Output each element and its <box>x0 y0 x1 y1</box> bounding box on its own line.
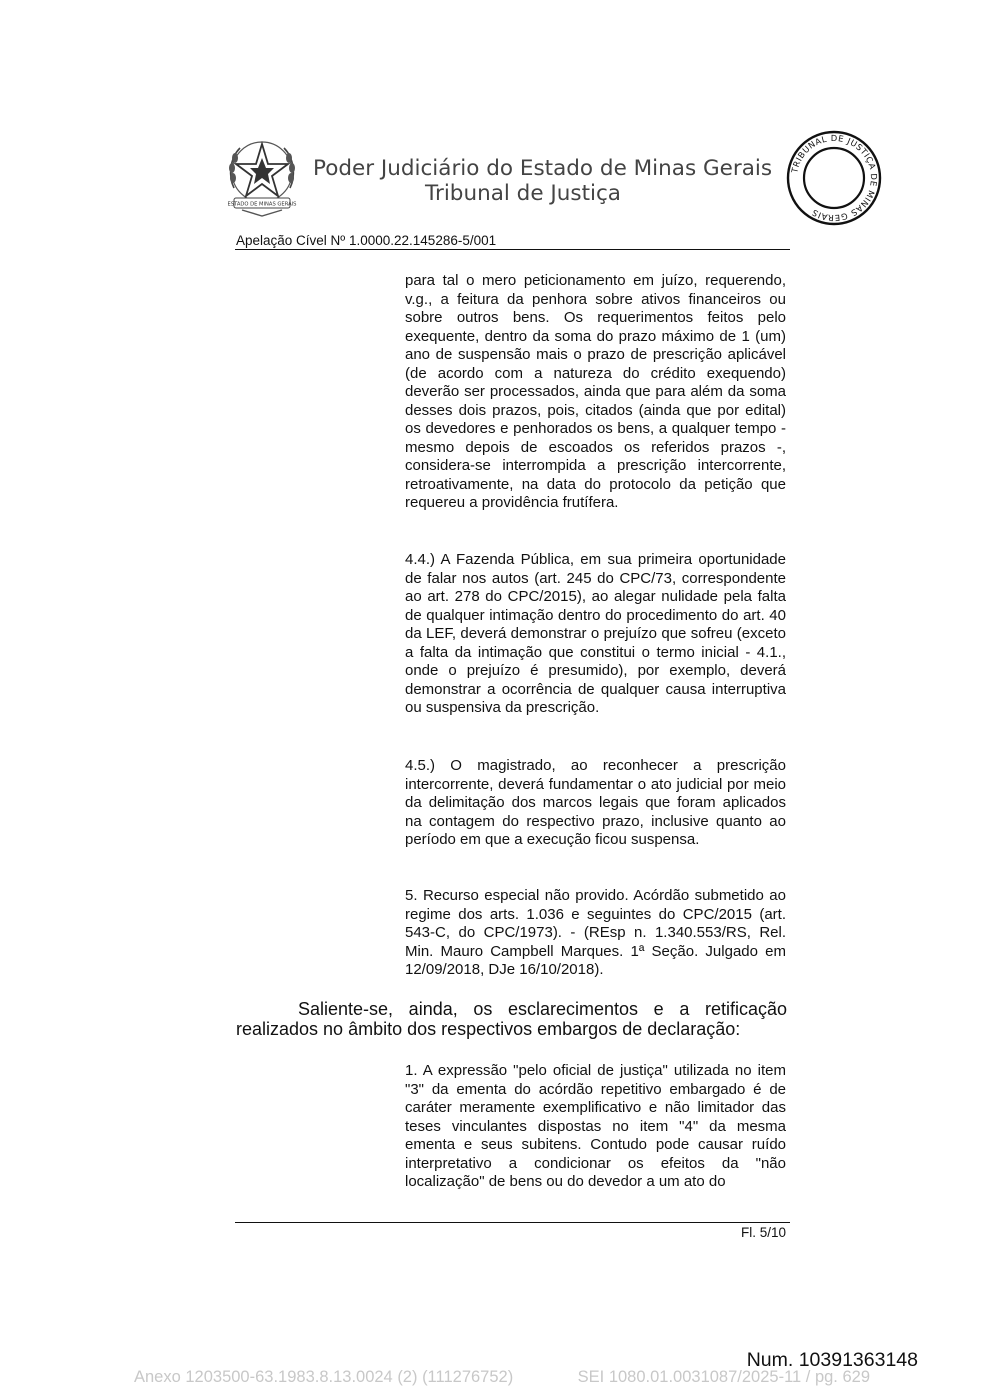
coat-of-arms-icon <box>224 138 300 218</box>
svg-text:TRIBUNAL DE JUSTIÇA DE MINAS G: TRIBUNAL DE JUSTIÇA DE MINAS GERAIS <box>789 132 880 224</box>
body-paragraph: Saliente-se, ainda, os esclarecimentos e a retificação realizados no âmbito dos respectivos embargos de declaração: <box>236 999 787 1039</box>
svg-text:ESTADO DE MINAS GERAIS: ESTADO DE MINAS GERAIS <box>227 201 297 208</box>
citation-block-2: 4.4.) A Fazenda Pública, em sua primeira oportunidade de falar nos autos (art. 245 do CPC/73, correspondente ao art. 278 do CPC/2015), ao alegar nulidade pela falta de qualquer intimação dentro do procedimento do art. 40 da LEF, deverá demonstrar o prejuízo que sofreu (exceto a falta da intimação que constitui o termo inicial - 4.1., onde o prejuízo é presumido), por exemplo, deverá demonstrar a ocorrência de qualquer causa interruptiva ou suspensiva da prescrição. <box>405 551 786 716</box>
header-divider <box>235 249 790 250</box>
citation-block-4: 5. Recurso especial não provido. Acórdão submetido ao regime dos arts. 1.036 e seguintes do CPC/2015 (art. 543-C, do CPC/1973). - (REsp n. 1.340.553/RS, Rel. Min. Mauro Campbell Marques. 1ª Seção. Julgado em 12/09/2018, DJe 16/10/2018). <box>405 887 786 978</box>
citation-block-1: para tal o mero peticionamento em juízo, requerendo, v.g., a feitura da penhora sobre ativos financeiros ou sobre outros bens. Os requerimentos feitos pelo exequente, dentro da soma do prazo máximo de 1 (um) ano de suspensão mais o prazo de prescrição aplicável (de acordo com a natureza do crédito exequendo) deverão ser processados, ainda que para além da soma desses dois prazos, pois, citados (ainda que por edital) os devedores e penhorados os bens, a qualquer tempo - mesmo depois de escoados os referidos prazos -, considera-se interrompida a prescrição intercorrente, retroativamente, na data do protocolo da petição que requereu a providência frutífera. <box>405 272 786 511</box>
case-number: Apelação Cível Nº 1.0000.22.145286-5/001 <box>236 233 497 248</box>
court-name <box>313 156 773 207</box>
annex-stamp <box>134 1368 870 1387</box>
page-folio: Fl. 5/10 <box>740 1225 786 1240</box>
citation-block-5: 1. A expressão "pelo oficial de justiça" utilizada no item "3" da ementa do acórdão repetitivo embargado é de caráter meramente exemplificativo e não limitador das teses vinculantes dispostas no item "4" da mesma ementa e seus subitens. Contudo pode causar ruído interpretativo a condicionar os efeitos da "não localização" de bens ou do devedor a um ato do <box>405 1062 786 1190</box>
citation-block-3: 4.5.) O magistrado, ao reconhecer a prescrição intercorrente, deverá fundamentar o ato judicial por meio da delimitação dos marcos legais que foram aplicados na contagem do respectivo prazo, inclusive quanto ao período em que a execução ficou suspensa. <box>405 757 786 848</box>
court-name-line2: Tribunal de Justiça <box>425 181 621 207</box>
court-name-line1: Poder Judiciário do Estado de Minas Gerais <box>313 156 773 181</box>
sei-reference: SEI 1080.01.0031087/2025-11 / pg. 629 <box>577 1368 870 1386</box>
footer-divider <box>235 1222 790 1223</box>
document-number: Num. 10391363148 <box>746 1349 918 1371</box>
court-seal-icon <box>786 130 882 226</box>
annex-reference: Anexo 1203500-63.1983.8.13.0024 (2) (111276752) <box>134 1368 514 1386</box>
